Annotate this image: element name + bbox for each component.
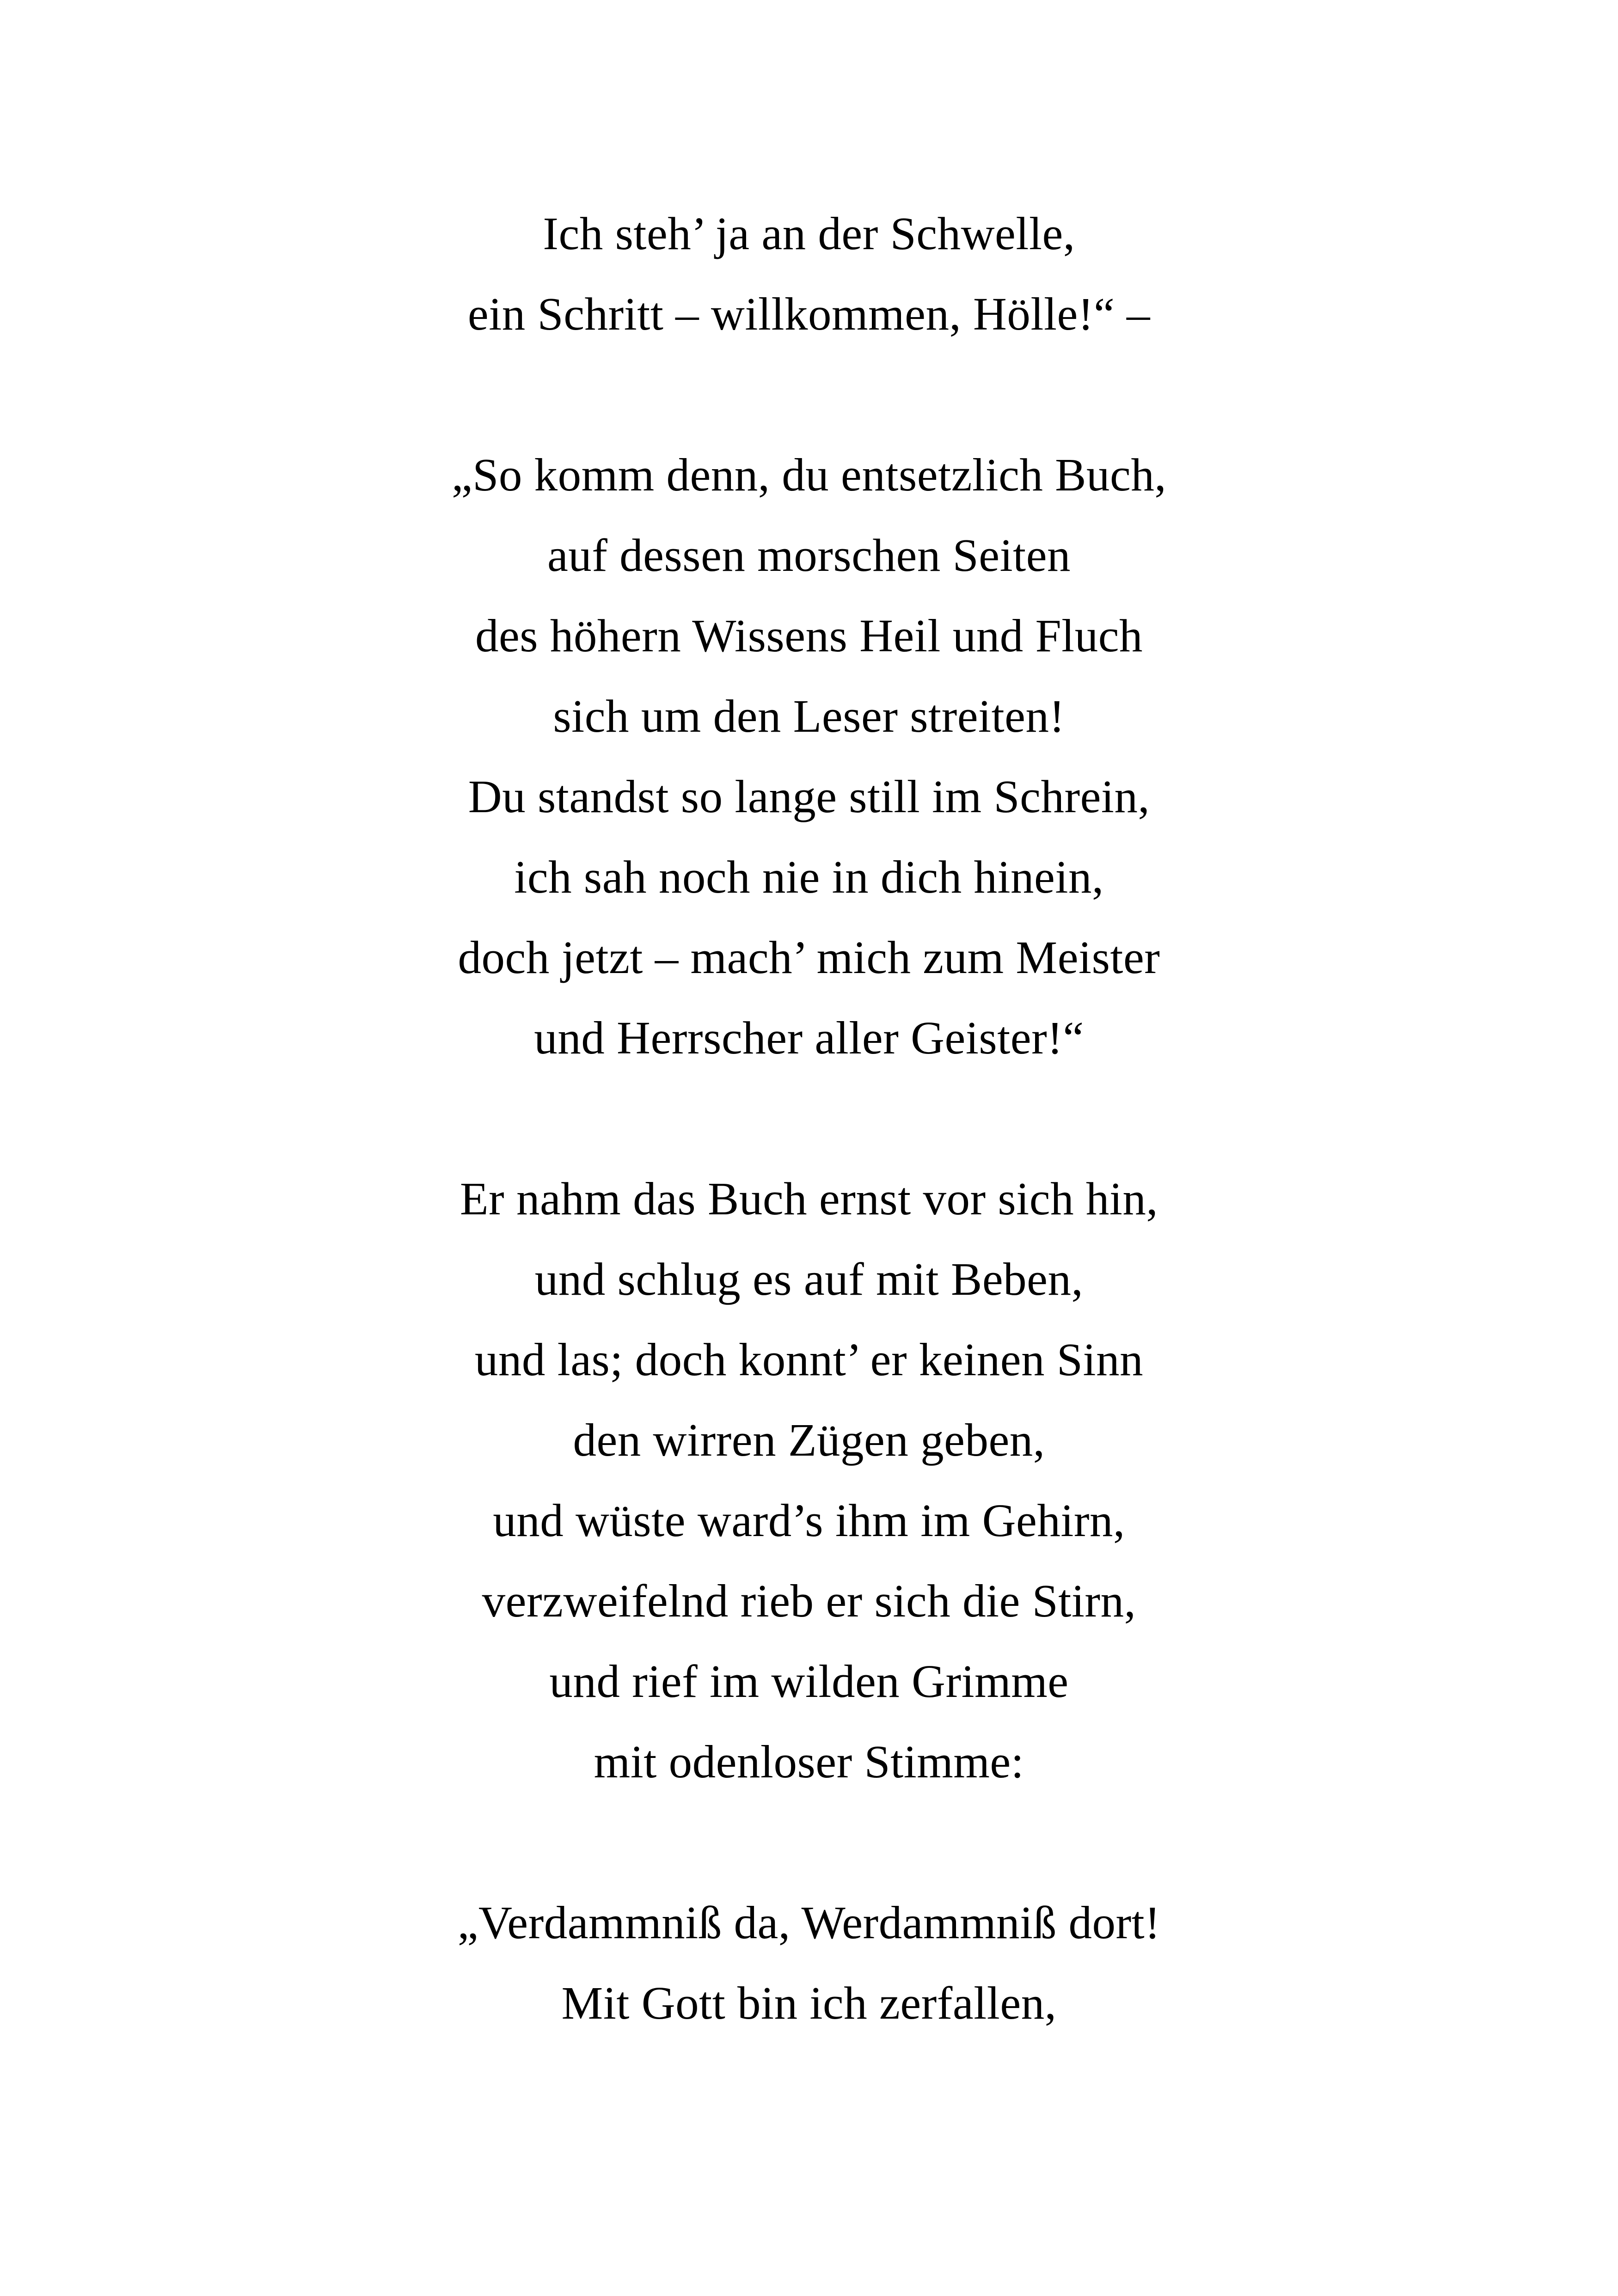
poem-line: und las; doch konnt’ er keinen Sinn (474, 1334, 1144, 1385)
poem-line: doch jetzt – mach’ mich zum Meister (458, 931, 1160, 983)
poem-line: und rief im wilden Grimme (549, 1655, 1069, 1707)
poem-line: verzweifelnd rieb er sich die Stirn, (482, 1575, 1136, 1627)
poem-line: des höhern Wissens Heil und Fluch (475, 610, 1143, 661)
poem-line: und Herrscher aller Geister!“ (534, 1012, 1084, 1064)
poem-line: den wirren Zügen geben, (573, 1414, 1045, 1466)
poem-line: mit odenloser Stimme: (594, 1736, 1024, 1788)
poem-line: Du standst so lange still im Schrein, (468, 771, 1150, 822)
poem-line: „Verdammniß da, Werdammniß dort! (457, 1897, 1161, 1948)
poem-line: „So komm denn, du entsetzlich Buch, (451, 449, 1167, 501)
poem-line: und schlug es auf mit Beben, (534, 1253, 1084, 1305)
poem-line: Mit Gott bin ich zerfallen, (561, 1977, 1057, 2029)
poem-line: und wüste ward’s ihm im Gehirn, (493, 1494, 1125, 1546)
poem-line: sich um den Leser streiten! (553, 690, 1065, 742)
poem-line: Ich steh’ ja an der Schwelle, (543, 208, 1075, 259)
poem-line: auf dessen morschen Seiten (547, 529, 1071, 581)
poem-line: ein Schritt – willkommen, Hölle!“ – (467, 288, 1151, 340)
poem-line: ich sah noch nie in dich hinein, (514, 851, 1104, 903)
poem-line: Er nahm das Buch ernst vor sich hin, (460, 1173, 1158, 1225)
